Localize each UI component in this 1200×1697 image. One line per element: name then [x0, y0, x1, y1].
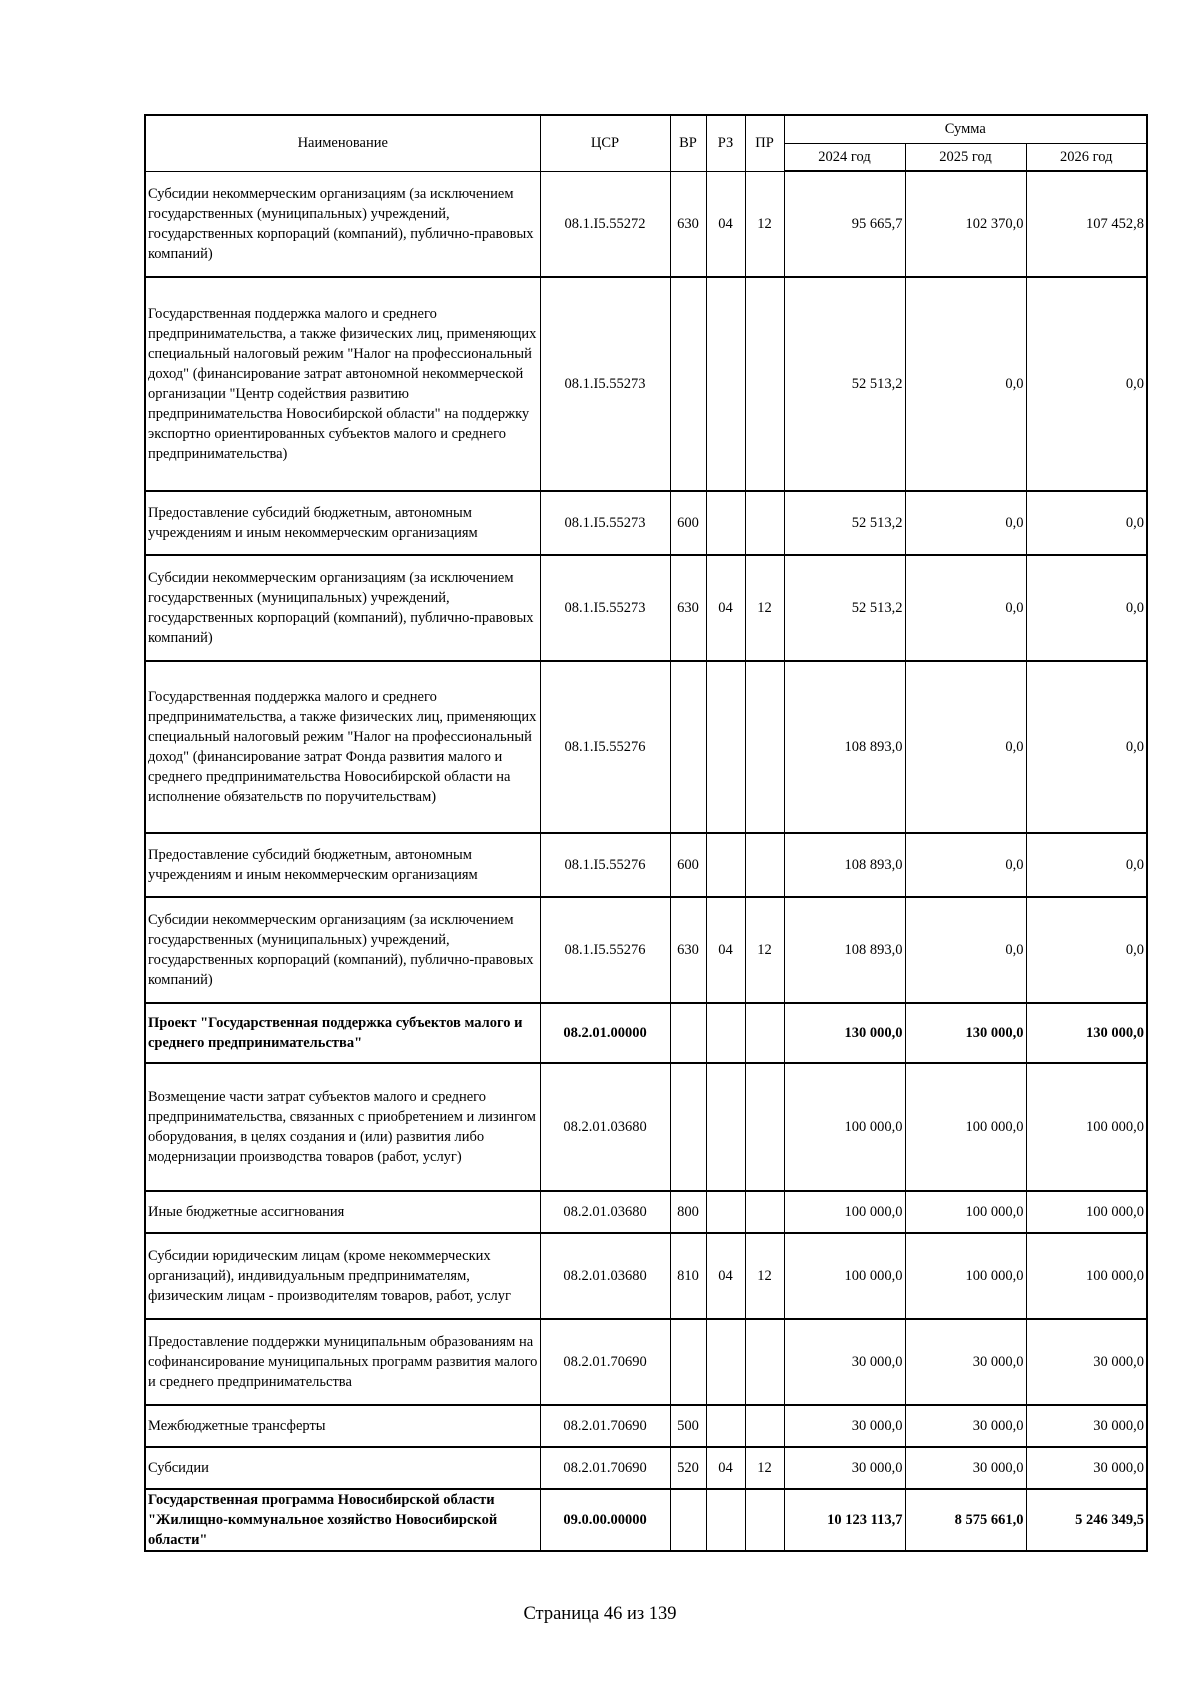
cell-y2024: 10 123 113,7	[784, 1489, 905, 1551]
cell-y2024: 108 893,0	[784, 661, 905, 833]
cell-name: Межбюджетные трансферты	[145, 1405, 540, 1447]
cell-vr	[670, 1063, 706, 1191]
cell-y2024: 52 513,2	[784, 491, 905, 555]
cell-vr: 630	[670, 897, 706, 1003]
cell-y2025: 30 000,0	[905, 1405, 1026, 1447]
cell-y2024: 30 000,0	[784, 1405, 905, 1447]
cell-rz	[706, 661, 745, 833]
cell-y2025: 0,0	[905, 897, 1026, 1003]
cell-y2024: 52 513,2	[784, 555, 905, 661]
cell-vr	[670, 277, 706, 491]
table-row	[145, 661, 1147, 833]
table-row	[145, 1191, 1147, 1233]
cell-csr: 08.1.I5.55276	[540, 833, 670, 897]
cell-vr	[670, 1489, 706, 1551]
cell-name: Субсидии некоммерческим организациям (за исключением государственных (муниципальных) учреждений, государственных корпораций (компаний), публично-правовых компаний)	[145, 171, 540, 277]
page-number: Страница 46 из 139	[523, 1604, 677, 1624]
cell-y2024: 100 000,0	[784, 1191, 905, 1233]
cell-rz	[706, 1405, 745, 1447]
cell-name: Субсидии юридическим лицам (кроме некоммерческих организаций), индивидуальным предпринимателям, физическим лицам - производителям товаров, работ, услуг	[145, 1233, 540, 1319]
cell-name: Государственная поддержка малого и среднего предпринимательства, а также физических лиц, применяющих специальный налоговый режим "Налог на профессиональный доход" (финансирование затрат Фонда развития малого и среднего предпринимательства Новосибирской области на исполнение обязательств по поручительствам)	[145, 661, 540, 833]
cell-csr: 08.2.01.03680	[540, 1063, 670, 1191]
cell-y2024: 95 665,7	[784, 171, 905, 277]
table-row	[145, 1063, 1147, 1191]
cell-y2025: 0,0	[905, 555, 1026, 661]
cell-y2025: 0,0	[905, 833, 1026, 897]
cell-y2025: 8 575 661,0	[905, 1489, 1026, 1551]
cell-vr: 630	[670, 171, 706, 277]
cell-csr: 08.1.I5.55273	[540, 555, 670, 661]
cell-y2025: 100 000,0	[905, 1063, 1026, 1191]
cell-csr: 08.2.01.00000	[540, 1003, 670, 1063]
cell-pr	[745, 1405, 784, 1447]
header-2024: 2024 год	[784, 143, 905, 171]
cell-y2026: 30 000,0	[1026, 1319, 1147, 1405]
cell-name: Предоставление субсидий бюджетным, автономным учреждениям и иным некоммерческим организациям	[145, 491, 540, 555]
cell-vr: 600	[670, 833, 706, 897]
cell-pr	[745, 1003, 784, 1063]
cell-y2026: 100 000,0	[1026, 1063, 1147, 1191]
cell-rz: 04	[706, 1233, 745, 1319]
cell-rz	[706, 1319, 745, 1405]
cell-pr: 12	[745, 897, 784, 1003]
table-row	[145, 277, 1147, 491]
cell-vr: 500	[670, 1405, 706, 1447]
cell-vr: 800	[670, 1191, 706, 1233]
cell-y2026: 30 000,0	[1026, 1447, 1147, 1489]
cell-vr: 810	[670, 1233, 706, 1319]
cell-y2024: 100 000,0	[784, 1233, 905, 1319]
cell-y2025: 0,0	[905, 661, 1026, 833]
cell-y2026: 107 452,8	[1026, 171, 1147, 277]
cell-vr	[670, 1319, 706, 1405]
cell-y2024: 130 000,0	[784, 1003, 905, 1063]
table-row	[145, 1319, 1147, 1405]
cell-y2025: 100 000,0	[905, 1233, 1026, 1319]
cell-pr	[745, 1063, 784, 1191]
cell-y2026: 0,0	[1026, 833, 1147, 897]
cell-y2024: 30 000,0	[784, 1319, 905, 1405]
cell-name: Государственная программа Новосибирской области "Жилищно-коммунальное хозяйство Новосибирской области"	[145, 1489, 540, 1551]
table-row	[145, 491, 1147, 555]
cell-pr	[745, 491, 784, 555]
cell-csr: 08.2.01.70690	[540, 1405, 670, 1447]
table-row	[145, 1003, 1147, 1063]
table-row	[145, 1489, 1147, 1551]
header-vr: ВР	[670, 115, 706, 171]
cell-y2024: 100 000,0	[784, 1063, 905, 1191]
cell-name: Предоставление поддержки муниципальным образованиям на софинансирование муниципальных программ развития малого и среднего предпринимательства	[145, 1319, 540, 1405]
cell-csr: 08.2.01.03680	[540, 1233, 670, 1319]
table-row	[145, 897, 1147, 1003]
cell-rz: 04	[706, 555, 745, 661]
cell-pr: 12	[745, 1233, 784, 1319]
cell-rz	[706, 1063, 745, 1191]
cell-vr	[670, 661, 706, 833]
table-row	[145, 555, 1147, 661]
cell-csr: 08.1.I5.55276	[540, 897, 670, 1003]
table-row	[145, 171, 1147, 277]
cell-pr	[745, 833, 784, 897]
cell-name: Субсидии некоммерческим организациям (за исключением государственных (муниципальных) учреждений, государственных корпораций (компаний), публично-правовых компаний)	[145, 897, 540, 1003]
cell-csr: 08.1.I5.55273	[540, 491, 670, 555]
cell-y2025: 0,0	[905, 491, 1026, 555]
header-name: Наименование	[145, 115, 540, 171]
cell-y2024: 30 000,0	[784, 1447, 905, 1489]
cell-rz	[706, 1489, 745, 1551]
table-row	[145, 1233, 1147, 1319]
cell-csr: 08.2.01.70690	[540, 1447, 670, 1489]
cell-rz	[706, 833, 745, 897]
table-row	[145, 1405, 1147, 1447]
cell-y2024: 108 893,0	[784, 897, 905, 1003]
cell-vr: 630	[670, 555, 706, 661]
cell-name: Предоставление субсидий бюджетным, автономным учреждениям и иным некоммерческим организациям	[145, 833, 540, 897]
header-2025: 2025 год	[905, 143, 1026, 171]
cell-pr	[745, 1489, 784, 1551]
cell-rz	[706, 277, 745, 491]
budget-table	[144, 114, 1148, 1552]
cell-rz	[706, 1003, 745, 1063]
cell-pr: 12	[745, 1447, 784, 1489]
cell-csr: 08.2.01.03680	[540, 1191, 670, 1233]
cell-vr: 520	[670, 1447, 706, 1489]
cell-vr: 600	[670, 491, 706, 555]
cell-pr	[745, 661, 784, 833]
cell-y2026: 0,0	[1026, 555, 1147, 661]
cell-y2026: 0,0	[1026, 661, 1147, 833]
cell-pr: 12	[745, 171, 784, 277]
cell-csr: 09.0.00.00000	[540, 1489, 670, 1551]
cell-y2026: 5 246 349,5	[1026, 1489, 1147, 1551]
cell-y2025: 30 000,0	[905, 1447, 1026, 1489]
cell-name: Субсидии	[145, 1447, 540, 1489]
cell-pr	[745, 1319, 784, 1405]
table-header	[145, 115, 1147, 171]
cell-rz: 04	[706, 171, 745, 277]
cell-y2026: 100 000,0	[1026, 1233, 1147, 1319]
cell-y2026: 30 000,0	[1026, 1405, 1147, 1447]
cell-y2025: 100 000,0	[905, 1191, 1026, 1233]
cell-y2026: 0,0	[1026, 491, 1147, 555]
cell-y2024: 108 893,0	[784, 833, 905, 897]
cell-name: Иные бюджетные ассигнования	[145, 1191, 540, 1233]
cell-name: Государственная поддержка малого и среднего предпринимательства, а также физических лиц, применяющих специальный налоговый режим "Налог на профессиональный доход" (финансирование затрат автономной некоммерческой организации "Центр содействия развитию предпринимательства Новосибирской области" на поддержку экспортно ориентированных субъектов малого и среднего предпринимательства)	[145, 277, 540, 491]
cell-rz: 04	[706, 1447, 745, 1489]
cell-name: Возмещение части затрат субъектов малого и среднего предпринимательства, связанных с приобретением и лизингом оборудования, в целях создания и (или) развития либо модернизации производства товаров (работ, услуг)	[145, 1063, 540, 1191]
cell-y2026: 0,0	[1026, 897, 1147, 1003]
cell-y2025: 130 000,0	[905, 1003, 1026, 1063]
header-sum: Сумма	[784, 115, 1147, 143]
header-pr: ПР	[745, 115, 784, 171]
cell-y2025: 30 000,0	[905, 1319, 1026, 1405]
cell-y2025: 102 370,0	[905, 171, 1026, 277]
header-2026: 2026 год	[1026, 143, 1147, 171]
cell-vr	[670, 1003, 706, 1063]
cell-rz	[706, 491, 745, 555]
cell-name: Субсидии некоммерческим организациям (за исключением государственных (муниципальных) учреждений, государственных корпораций (компаний), публично-правовых компаний)	[145, 555, 540, 661]
cell-csr: 08.2.01.70690	[540, 1319, 670, 1405]
cell-rz	[706, 1191, 745, 1233]
cell-pr: 12	[745, 555, 784, 661]
cell-y2026: 0,0	[1026, 277, 1147, 491]
cell-name: Проект "Государственная поддержка субъектов малого и среднего предпринимательства"	[145, 1003, 540, 1063]
cell-rz: 04	[706, 897, 745, 1003]
cell-csr: 08.1.I5.55272	[540, 171, 670, 277]
cell-y2024: 52 513,2	[784, 277, 905, 491]
cell-y2026: 100 000,0	[1026, 1191, 1147, 1233]
cell-csr: 08.1.I5.55276	[540, 661, 670, 833]
table-body	[145, 171, 1147, 1551]
table-row	[145, 833, 1147, 897]
header-csr: ЦСР	[540, 115, 670, 171]
cell-pr	[745, 1191, 784, 1233]
cell-csr: 08.1.I5.55273	[540, 277, 670, 491]
cell-pr	[745, 277, 784, 491]
cell-y2025: 0,0	[905, 277, 1026, 491]
table-row	[145, 1447, 1147, 1489]
header-rz: РЗ	[706, 115, 745, 171]
cell-y2026: 130 000,0	[1026, 1003, 1147, 1063]
